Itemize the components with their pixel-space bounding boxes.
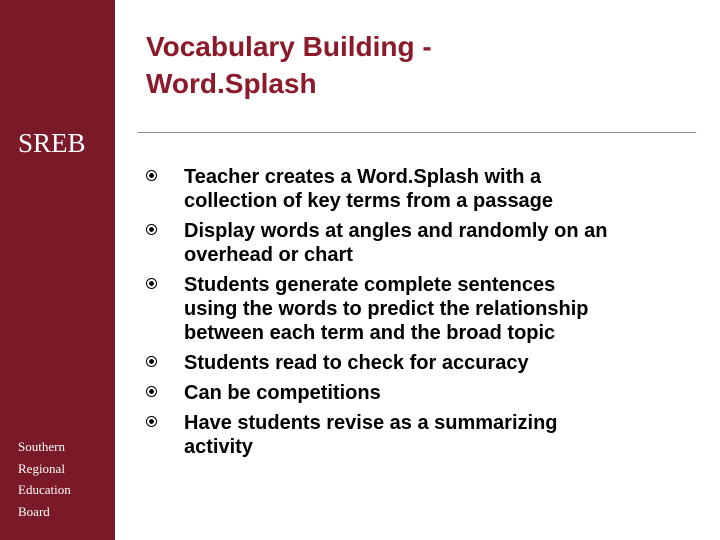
bullet-list [145, 165, 685, 465]
bullet-dot-icon [146, 416, 157, 427]
org-line: Southern [18, 439, 65, 454]
bullet-text-line: using the words to predict the relationship [184, 298, 589, 320]
bullet-dot-icon [146, 356, 157, 367]
bullet-text-line: Teacher creates a Word.Splash with a [184, 166, 542, 188]
sidebar [0, 0, 115, 540]
bullet-text-line: Display words at angles and randomly on an [184, 220, 608, 242]
bullet-text-line: Have students revise as a summarizing [184, 412, 558, 434]
bullet-item [145, 351, 685, 375]
bullet-dot-icon [146, 278, 157, 289]
bullet-dot-icon [146, 386, 157, 397]
bullet-dot-icon [146, 224, 157, 235]
bullet-text-line: overhead or chart [184, 244, 353, 266]
bullet-text-line: collection of key terms from a passage [184, 190, 554, 212]
org-line: Education [18, 482, 71, 497]
bullet-item [145, 165, 685, 213]
bullet-text-line: Students read to check for accuracy [184, 352, 529, 374]
bullet-text-line: between each term and the broad topic [184, 322, 556, 344]
title-divider [138, 132, 696, 133]
bullet-dot-icon [146, 170, 157, 181]
slide-title [146, 28, 666, 102]
bullet-item [145, 411, 685, 459]
bullet-text-line: activity [184, 436, 253, 458]
org-line: Board [18, 503, 50, 519]
bullet-item [145, 381, 685, 405]
org-line: Regional [18, 460, 65, 476]
organization-name [18, 436, 71, 522]
bullet-item [145, 273, 685, 345]
title-line: Vocabulary Building - [146, 31, 432, 62]
title-line: Word.Splash [146, 68, 317, 99]
bullet-text-line: Can be competitions [184, 382, 381, 404]
sreb-logo: SREB [18, 128, 86, 158]
bullet-item [145, 219, 685, 267]
bullet-text-line: Students generate complete sentences [184, 274, 556, 296]
